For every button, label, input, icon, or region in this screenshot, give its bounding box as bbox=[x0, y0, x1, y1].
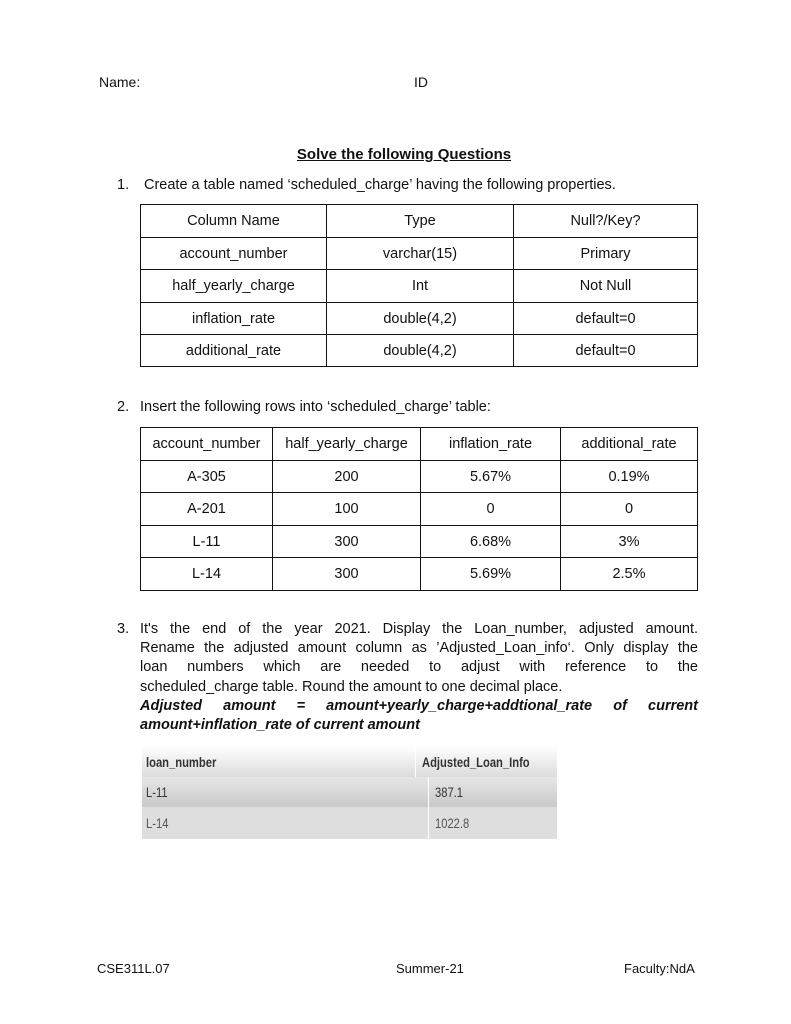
table-cell: additional_rate bbox=[141, 335, 327, 367]
footer-term: Summer-21 bbox=[396, 961, 464, 976]
table-cell: L-11 bbox=[146, 784, 168, 800]
table-cell: double(4,2) bbox=[327, 335, 514, 367]
table-row bbox=[141, 461, 698, 493]
table-cell: Int bbox=[327, 270, 514, 303]
table-cell: 0 bbox=[421, 493, 561, 526]
q3-line-1: It's the end of the year 2021. Display the Loan_number, adjusted amount. bbox=[140, 621, 698, 637]
page-title: Solve the following Questions bbox=[296, 146, 512, 163]
table-cell: 0 bbox=[561, 493, 698, 526]
table-header-row bbox=[141, 428, 698, 461]
table-cell: 6.68% bbox=[421, 526, 561, 558]
header-cell: Column Name bbox=[141, 205, 327, 238]
table-cell: 0.19% bbox=[561, 461, 698, 493]
table-row bbox=[141, 526, 698, 558]
q1-number: 1. bbox=[117, 177, 130, 193]
id-label: ID bbox=[414, 74, 428, 90]
header-cell: inflation_rate bbox=[421, 428, 561, 461]
table-row bbox=[141, 558, 698, 591]
table-cell: 200 bbox=[273, 461, 421, 493]
q3-number: 3. bbox=[117, 621, 130, 637]
table-row bbox=[141, 303, 698, 335]
header-cell: Type bbox=[327, 205, 514, 238]
table-cell: 1022.8 bbox=[435, 815, 470, 831]
table-cell: inflation_rate bbox=[141, 303, 327, 335]
table-cell: A-201 bbox=[141, 493, 273, 526]
name-label: Name: bbox=[99, 74, 141, 90]
q3-line-4: scheduled_charge table. Round the amount to one decimal place. bbox=[140, 679, 563, 695]
q2-text: Insert the following rows into ‘scheduled_charge’ table: bbox=[140, 399, 491, 415]
q3-line-2: Rename the adjusted amount column as ’Adjusted_Loan_info‘. Only display the bbox=[140, 640, 698, 656]
table-cell: Primary bbox=[514, 238, 698, 270]
table-cell: 5.69% bbox=[421, 558, 561, 591]
table-row bbox=[141, 238, 698, 270]
q3-formula-line-1: Adjusted amount = amount+yearly_charge+addtional_rate of current bbox=[140, 698, 698, 714]
q3-formula-line-2: amount+inflation_rate of current amount bbox=[140, 717, 420, 733]
table-cell: default=0 bbox=[514, 335, 698, 367]
table-cell: 5.67% bbox=[421, 461, 561, 493]
table-cell: A-305 bbox=[141, 461, 273, 493]
q3-line-3: loan numbers which are needed to adjust with reference to the bbox=[140, 659, 698, 675]
header-cell: account_number bbox=[141, 428, 273, 461]
footer-course: CSE311L.07 bbox=[97, 961, 170, 976]
table-cell: account_number bbox=[141, 238, 327, 270]
q2-table bbox=[140, 427, 698, 591]
result-header-cell: loan_number bbox=[146, 753, 217, 770]
header-cell: half_yearly_charge bbox=[273, 428, 421, 461]
table-row bbox=[142, 777, 557, 807]
table-cell: L-14 bbox=[141, 558, 273, 591]
result-header-row bbox=[142, 746, 557, 777]
table-cell: 3% bbox=[561, 526, 698, 558]
table-cell: 100 bbox=[273, 493, 421, 526]
table-cell: half_yearly_charge bbox=[141, 270, 327, 303]
table-header-row bbox=[141, 205, 698, 238]
table-cell: varchar(15) bbox=[327, 238, 514, 270]
table-cell: default=0 bbox=[514, 303, 698, 335]
q1-text: Create a table named ‘scheduled_charge’ having the following properties. bbox=[144, 177, 616, 193]
table-row bbox=[141, 335, 698, 367]
footer-faculty: Faculty:NdA bbox=[624, 961, 695, 976]
q2-number: 2. bbox=[117, 399, 130, 415]
table-cell: 2.5% bbox=[561, 558, 698, 591]
table-cell: double(4,2) bbox=[327, 303, 514, 335]
table-cell: 387.1 bbox=[435, 784, 464, 800]
header-cell: Null?/Key? bbox=[514, 205, 698, 238]
q1-table bbox=[140, 204, 698, 367]
table-row bbox=[141, 493, 698, 526]
query-result-table bbox=[142, 746, 557, 839]
table-cell: Not Null bbox=[514, 270, 698, 303]
table-row bbox=[142, 807, 557, 839]
table-cell: L-14 bbox=[146, 815, 169, 831]
table-row bbox=[141, 270, 698, 303]
table-cell: L-11 bbox=[141, 526, 273, 558]
table-cell: 300 bbox=[273, 526, 421, 558]
header-cell: additional_rate bbox=[561, 428, 698, 461]
table-cell: 300 bbox=[273, 558, 421, 591]
result-header-cell: Adjusted_Loan_Info bbox=[422, 753, 531, 770]
